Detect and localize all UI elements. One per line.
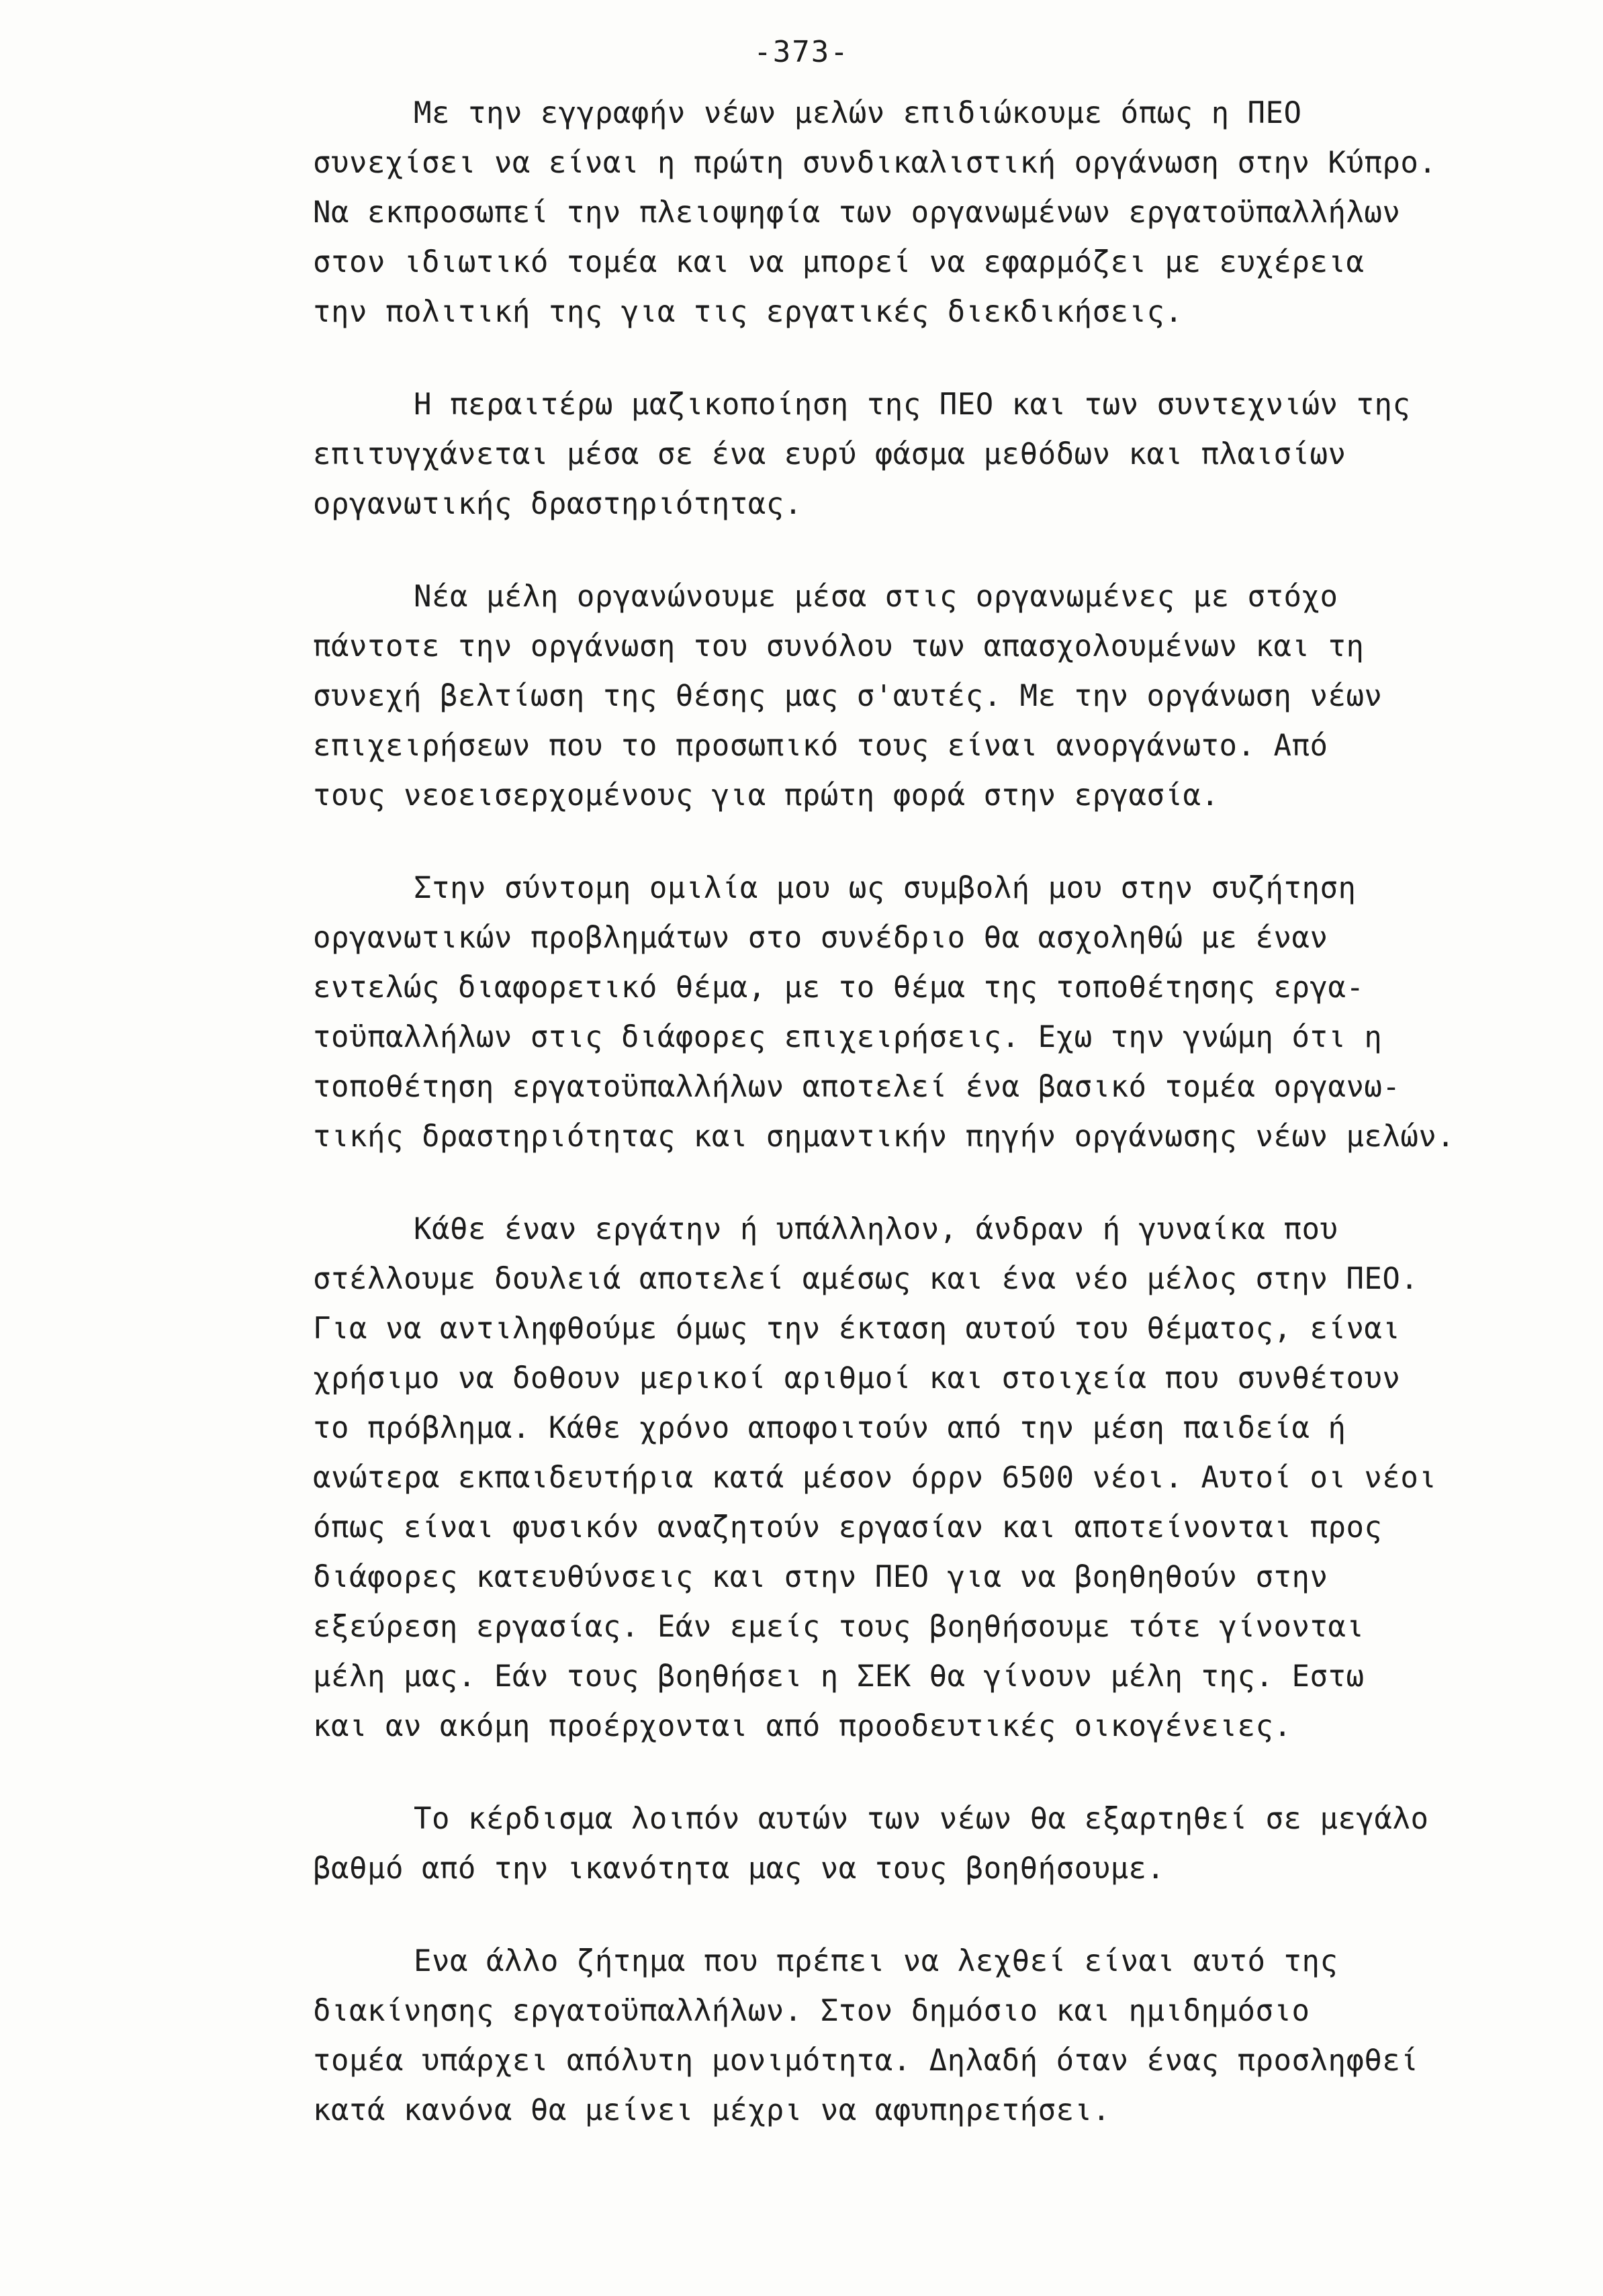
text-line: συνεχή βελτίωση της θέσης μας σ'αυτές. Με την οργάνωση νέων [313, 679, 1383, 713]
text-line: όπως είναι φυσικόν αναζητούν εργασίαν και αποτείνονται προς [313, 1510, 1383, 1545]
text-line: τοποθέτηση εργατοϋπαλλήλων αποτελεί ένα βασικό τομέα οργανω- [313, 1070, 1401, 1104]
text-line: την πολιτική της για τις εργατικές διεκδικήσεις. [313, 295, 1183, 329]
text-line: Ενα άλλο ζήτημα που πρέπει να λεχθεί είναι αυτό της [414, 1944, 1338, 1978]
text-line: στέλλουμε δουλειά αποτελεί αμέσως και ένα νέο μέλος στην ΠΕΟ. [313, 1262, 1419, 1296]
text-line: συνεχίσει να είναι η πρώτη συνδικαλιστική οργάνωση στην Κύπρο. [313, 146, 1437, 180]
text-line: ανώτερα εκπαιδευτήρια κατά μέσον όρρν 6500 νέοι. Αυτοί οι νέοι [313, 1461, 1437, 1495]
text-line: οργανωτικής δραστηριότητας. [313, 487, 803, 521]
document-body [313, 89, 1542, 2178]
paragraph [313, 864, 1542, 1162]
paragraph [313, 380, 1542, 529]
text-line: Το κέρδισμα λοιπόν αυτών των νέων θα εξαρτηθεί σε μεγάλο [414, 1802, 1429, 1836]
text-line: διακίνησης εργατοϋπαλλήλων. Στον δημόσιο και ημιδημόσιο [313, 1994, 1310, 2028]
text-line: εξεύρεση εργασίας. Εάν εμείς τους βοηθήσουμε τότε γίνονται [313, 1610, 1365, 1644]
text-line: Κάθε έναν εργάτην ή υπάλληλον, άνδραν ή γυναίκα που [414, 1212, 1338, 1246]
text-line: τομέα υπάρχει απόλυτη μονιμότητα. Δηλαδή όταν ένας προσληφθεί [313, 2044, 1419, 2078]
text-line: οργανωτικών προβλημάτων στο συνέδριο θα ασχοληθώ με έναν [313, 921, 1328, 955]
text-line: πάντοτε την οργάνωση του συνόλου των απασχολουμένων και τη [313, 629, 1365, 663]
text-line: επιτυγχάνεται μέσα σε ένα ευρύ φάσμα μεθόδων και πλαισίων [313, 437, 1346, 471]
text-line: και αν ακόμη προέρχονται από προοδευτικές οικογένειες. [313, 1709, 1292, 1743]
text-line: Για να αντιληφθούμε όμως την έκταση αυτού του θέματος, είναι [313, 1312, 1401, 1346]
text-line: τους νεοεισερχομένους για πρώτη φορά στην εργασία. [313, 778, 1220, 813]
text-line: επιχειρήσεων που το προσωπικό τους είναι ανοργάνωτο. Από [313, 729, 1328, 763]
paragraph [313, 572, 1542, 821]
paragraph [313, 1937, 1542, 2136]
text-line: Να εκπροσωπεί την πλειοψηφία των οργανωμένων εργατοϋπαλλήλων [313, 195, 1401, 230]
text-line: τικής δραστηριότητας και σημαντικήν πηγήν οργάνωσης νέων μελών. [313, 1119, 1455, 1154]
text-line: βαθμό από την ικανότητα μας να τους βοηθήσουμε. [313, 1851, 1165, 1886]
paragraph [313, 89, 1542, 337]
text-line: μέλη μας. Εάν τους βοηθήσει η ΣΕΚ θα γίνουν μέλη της. Εστω [313, 1659, 1365, 1694]
text-line: το πρόβλημα. Κάθε χρόνο αποφοιτούν από την μέση παιδεία ή [313, 1411, 1346, 1445]
text-line: διάφορες κατευθύνσεις και στην ΠΕΟ για να βοηθηθούν στην [313, 1560, 1328, 1594]
text-line: Η περαιτέρω μαζικοποίηση της ΠΕΟ και των συντεχνιών της [414, 387, 1411, 422]
text-line: εντελώς διαφορετικό θέμα, με το θέμα της τοποθέτησης εργα- [313, 970, 1365, 1005]
text-line: Στην σύντομη ομιλία μου ως συμβολή μου στην συζήτηση [414, 871, 1357, 905]
text-line: στον ιδιωτικό τομέα και να μπορεί να εφαρμόζει με ευχέρεια [313, 245, 1365, 279]
paragraph [313, 1794, 1542, 1894]
text-line: τοϋπαλλήλων στις διάφορες επιχειρήσεις. Εχω την γνώμη ότι η [313, 1020, 1383, 1054]
page-number: -373- [753, 35, 850, 69]
paragraph [313, 1205, 1542, 1751]
text-line: κατά κανόνα θα μείνει μέχρι να αφυπηρετήσει. [313, 2093, 1111, 2127]
text-line: Νέα μέλη οργανώνουμε μέσα στις οργανωμένες με στόχο [414, 580, 1338, 614]
text-line: χρήσιμο να δοθουν μερικοί αριθμοί και στοιχεία που συνθέτουν [313, 1361, 1401, 1395]
text-line: Με την εγγραφήν νέων μελών επιδιώκουμε όπως η ΠΕΟ [414, 96, 1302, 130]
